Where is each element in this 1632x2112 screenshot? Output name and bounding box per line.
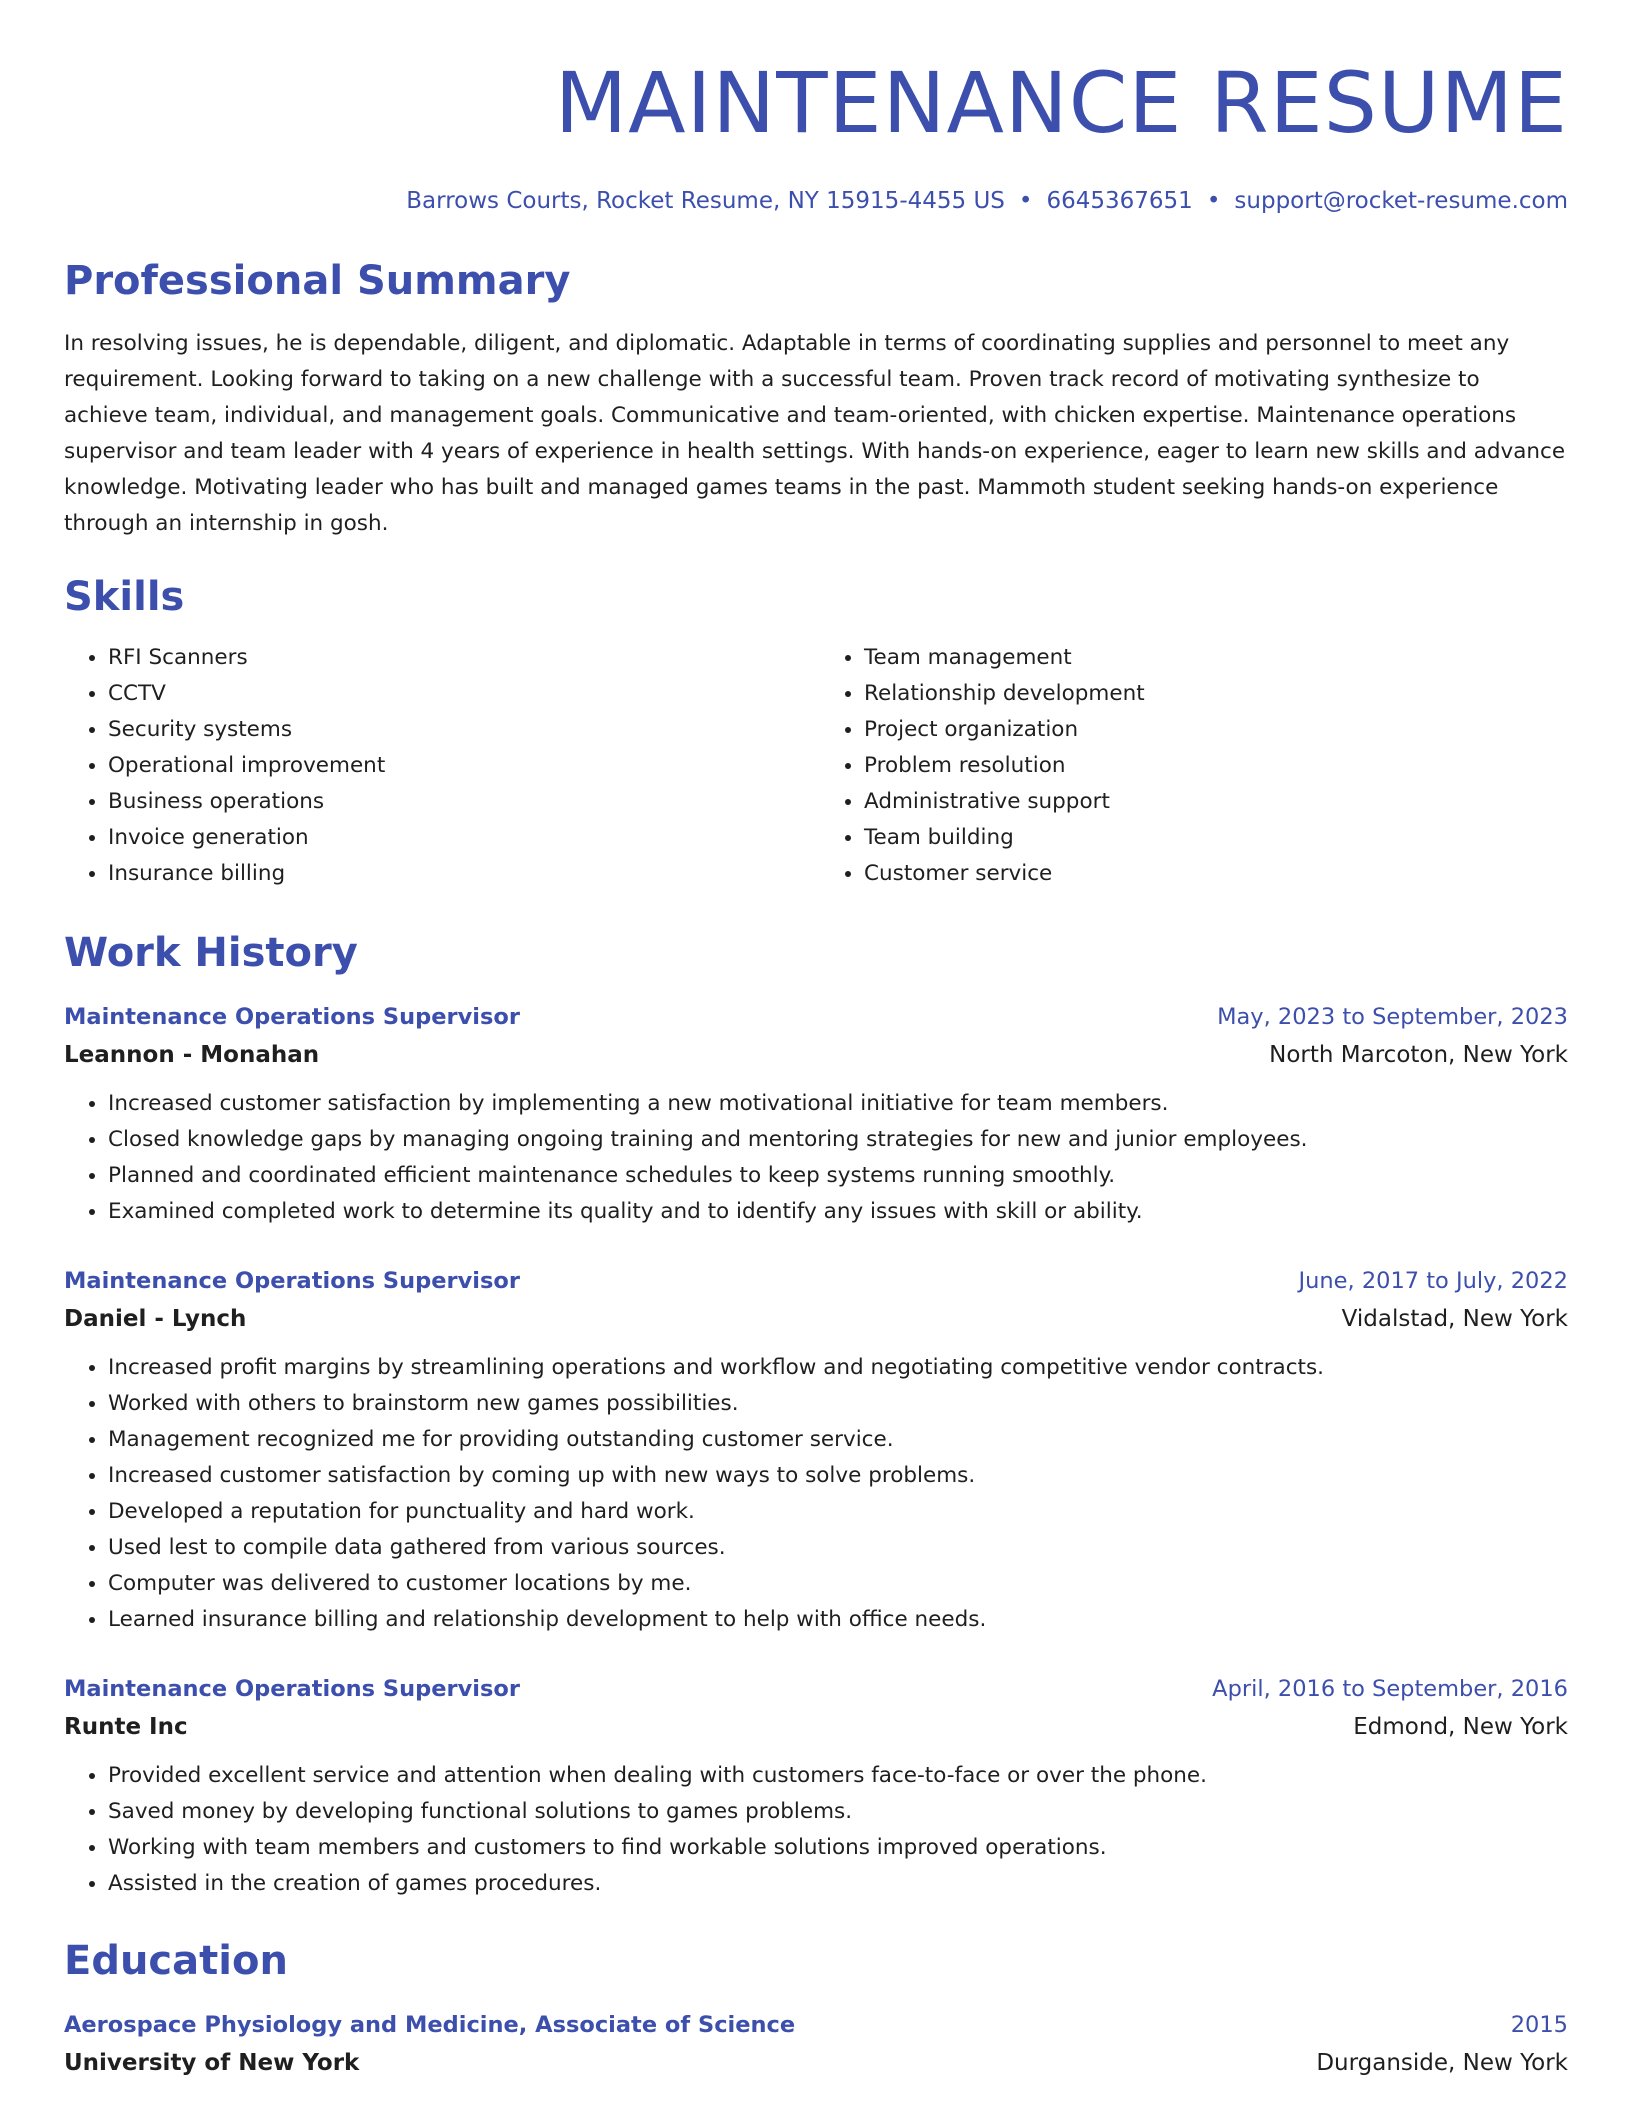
contact-address: Barrows Courts, Rocket Resume, NY 15915-4455 US [406, 188, 1005, 214]
job-entry [64, 998, 1568, 1230]
skills-column-left [64, 640, 816, 892]
section-title-work-history: Work History [64, 930, 358, 976]
skill-item: • Operational improvement [108, 748, 816, 784]
skill-item: • Insurance billing [108, 856, 816, 892]
contact-separator: • [1018, 188, 1033, 214]
skill-item: • Relationship development [864, 676, 1568, 712]
job-company: Leannon - Monahan [64, 1042, 320, 1068]
skills-column-right [816, 640, 1568, 892]
job-title: Maintenance Operations Supervisor [64, 1268, 520, 1294]
skill-item: • Project organization [864, 712, 1568, 748]
job-bullet: • Learned insurance billing and relationship development to help with office needs. [108, 1602, 1568, 1638]
skill-item: • Business operations [108, 784, 816, 820]
job-company: Runte Inc [64, 1714, 188, 1740]
job-entry [64, 1670, 1568, 1902]
job-company-row [64, 1036, 1568, 1074]
job-header-row [64, 998, 1568, 1036]
job-bullet: • Provided excellent service and attention when dealing with customers face-to-face or over the phone. [108, 1758, 1568, 1794]
skill-item: • Problem resolution [864, 748, 1568, 784]
education-location: Durganside, New York [1316, 2050, 1568, 2076]
job-entry [64, 1262, 1568, 1638]
skill-item: • RFI Scanners [108, 640, 816, 676]
skill-item: • Security systems [108, 712, 816, 748]
skill-item: • Team management [864, 640, 1568, 676]
job-location: North Marcoton, New York [1269, 1042, 1568, 1068]
contact-phone: 6645367651 [1046, 188, 1193, 214]
section-title-summary: Professional Summary [64, 258, 571, 304]
job-bullet: • Increased customer satisfaction by coming up with new ways to solve problems. [108, 1458, 1568, 1494]
skill-item: • Team building [864, 820, 1568, 856]
resume-header [64, 0, 1568, 216]
section-title-education: Education [64, 1938, 288, 1984]
skill-item: • CCTV [108, 676, 816, 712]
job-header-row [64, 1670, 1568, 1708]
job-bullet: • Developed a reputation for punctuality and hard work. [108, 1494, 1568, 1530]
education-degree: Aerospace Physiology and Medicine, Associate of Science [64, 2012, 796, 2038]
contact-line [64, 186, 1568, 216]
job-bullet: • Computer was delivered to customer locations by me. [108, 1566, 1568, 1602]
education-school: University of New York [64, 2050, 360, 2076]
job-bullet: • Saved money by developing functional solutions to games problems. [108, 1794, 1568, 1830]
job-dates: April, 2016 to September, 2016 [1212, 1676, 1568, 1702]
contact-email[interactable]: support@rocket-resume.com [1234, 188, 1568, 214]
skills-list [64, 640, 1568, 892]
skill-item: • Customer service [864, 856, 1568, 892]
job-company-row [64, 1708, 1568, 1746]
job-bullet: • Increased customer satisfaction by implementing a new motivational initiative for team members. [108, 1086, 1568, 1122]
job-bullet: • Worked with others to brainstorm new games possibilities. [108, 1386, 1568, 1422]
job-bullets [64, 1350, 1568, 1638]
education-school-row [64, 2044, 1568, 2082]
job-bullet: • Assisted in the creation of games procedures. [108, 1866, 1568, 1902]
job-bullet: • Management recognized me for providing outstanding customer service. [108, 1422, 1568, 1458]
job-location: Edmond, New York [1353, 1714, 1568, 1740]
job-dates: June, 2017 to July, 2022 [1298, 1268, 1568, 1294]
contact-separator: • [1206, 188, 1221, 214]
job-bullets [64, 1086, 1568, 1230]
education-year: 2015 [1510, 2012, 1568, 2038]
job-title: Maintenance Operations Supervisor [64, 1676, 520, 1702]
job-bullet: • Examined completed work to determine its quality and to identify any issues with skill or ability. [108, 1194, 1568, 1230]
job-company-row [64, 1300, 1568, 1338]
job-bullet: • Working with team members and customers to find workable solutions improved operations. [108, 1830, 1568, 1866]
job-company: Daniel - Lynch [64, 1306, 247, 1332]
job-bullet: • Increased profit margins by streamlining operations and workflow and negotiating competitive vendor contracts. [108, 1350, 1568, 1386]
summary-text: In resolving issues, he is dependable, diligent, and diplomatic. Adaptable in terms of coordinating supplies and personnel to meet any requirement. Looking forward to taking on a new challenge with a successful team. Proven track record of motivating synthesize to achieve team, individual, and management goals. Communicative and team-oriented, with chicken expertise. Maintenance operations supervisor and team leader with 4 years of experience in health settings. With hands-on experience, eager to learn new skills and advance knowledge. Motivating leader who has built and managed games teams in the past. Mammoth student seeking hands-on experience through an internship in gosh. [64, 331, 1566, 536]
section-title-skills: Skills [64, 574, 185, 620]
job-header-row [64, 1262, 1568, 1300]
education-header-row [64, 2006, 1568, 2044]
job-bullet: • Planned and coordinated efficient maintenance schedules to keep systems running smoothly. [108, 1158, 1568, 1194]
resume-name: MAINTENANCE RESUME [554, 54, 1568, 152]
job-bullet: • Closed knowledge gaps by managing ongoing training and mentoring strategies for new and junior employees. [108, 1122, 1568, 1158]
skill-item: • Administrative support [864, 784, 1568, 820]
job-title: Maintenance Operations Supervisor [64, 1004, 520, 1030]
job-location: Vidalstad, New York [1341, 1306, 1568, 1332]
skill-item: • Invoice generation [108, 820, 816, 856]
job-dates: May, 2023 to September, 2023 [1217, 1004, 1568, 1030]
education-entry [64, 2006, 1568, 2082]
job-bullets [64, 1758, 1568, 1902]
job-bullet: • Used lest to compile data gathered from various sources. [108, 1530, 1568, 1566]
